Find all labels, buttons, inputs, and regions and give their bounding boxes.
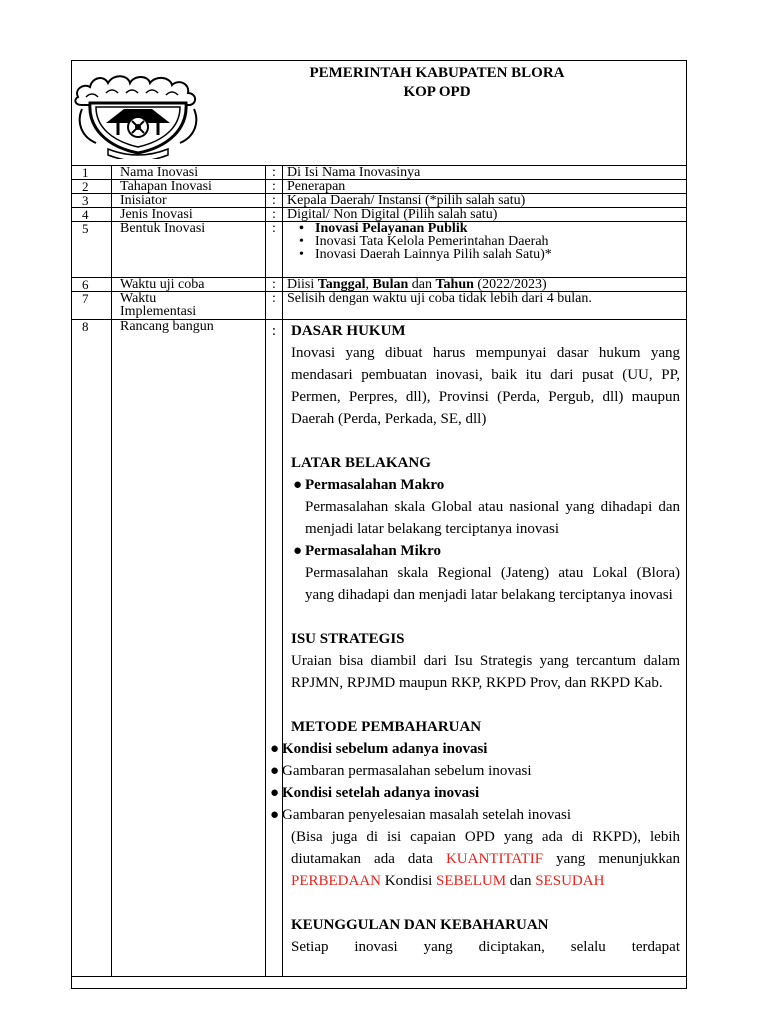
section-title: ISU STRATEGIS <box>291 631 405 647</box>
row-label: Nama Inovasi <box>112 166 266 180</box>
label-line: Waktu <box>120 291 157 306</box>
table-row <box>72 222 686 278</box>
row-label: Rancang bangun <box>112 320 266 977</box>
section-title: METODE PEMBAHARUAN <box>291 719 482 735</box>
row-separator: : <box>266 320 283 977</box>
row-value-waktu-uji-coba <box>283 278 687 292</box>
subsection-title: Permasalahan Mikro <box>305 543 441 559</box>
row-separator: : <box>266 166 283 180</box>
row-separator: : <box>266 180 283 194</box>
section-text: Uraian bisa diambil dari Isu Strategis yang tercantum dalam RPJMN, RPJMD maupun RKP, RKPD Prov, dan RKPD Kab. <box>291 653 680 691</box>
row-number: 4 <box>72 208 112 222</box>
list-item: • Inovasi Daerah Lainnya Pilih salah Satu)* <box>315 248 686 261</box>
row-value-nama-inovasi: Di Isi Nama Inovasinya <box>283 166 687 180</box>
row-separator: : <box>266 222 283 278</box>
list-item-text: Gambaran permasalahan sebelum inovasi <box>282 763 532 779</box>
section-title: KEUNGGULAN DAN KEBAHARUAN <box>291 917 549 933</box>
text-span: (2022/2023) <box>473 277 547 292</box>
row-label: Inisiator <box>112 194 266 208</box>
row-label: Waktu uji coba <box>112 278 266 292</box>
list-item: ● Kondisi setelah adanya inovasi <box>270 785 480 801</box>
list-item: • Inovasi Tata Kelola Pemerintahan Daerah <box>315 235 686 248</box>
table-row <box>72 292 686 320</box>
text-span: Bulan <box>372 277 409 292</box>
row-number: 7 <box>72 292 112 320</box>
row-separator: : <box>266 292 283 320</box>
rancang-bangun-content <box>270 320 687 977</box>
metode-note <box>291 826 680 892</box>
section-title: LATAR BELAKANG <box>291 455 431 471</box>
document-subtitle: KOP OPD <box>403 84 471 100</box>
highlight-text: SESUDAH <box>535 873 605 889</box>
document-page <box>71 60 687 989</box>
innovation-form-table <box>72 166 686 977</box>
list-item: • Inovasi Pelayanan Publik <box>315 222 686 235</box>
table-row <box>72 180 686 194</box>
document-title: PEMERINTAH KABUPATEN BLORA <box>309 65 565 81</box>
row-number: 6 <box>72 278 112 292</box>
text-span: Kondisi <box>381 873 437 889</box>
highlight-text: SEBELUM <box>436 873 507 889</box>
row-label: Bentuk Inovasi <box>112 222 266 278</box>
table-row <box>72 208 686 222</box>
table-row <box>72 166 686 180</box>
row-number: 3 <box>72 194 112 208</box>
text-span: dan <box>506 873 536 889</box>
text-span: (Bisa juga di isi capaian OPD yang ada di RKPD), lebih diutamakan ada data <box>291 829 680 867</box>
list-item-text: Gambaran penyelesaian masalah setelah inovasi <box>282 807 572 823</box>
list-item-text: Kondisi setelah adanya inovasi <box>282 785 480 801</box>
document-header <box>72 61 686 166</box>
row-label <box>112 292 266 320</box>
list-item: ● Kondisi sebelum adanya inovasi <box>270 741 488 757</box>
row-label: Tahapan Inovasi <box>112 180 266 194</box>
list-item: ● Permasalahan Mikro <box>293 543 441 559</box>
label-line: Implementasi <box>120 304 197 319</box>
row-number: 5 <box>72 222 112 278</box>
list-item: ● Gambaran permasalahan sebelum inovasi <box>270 763 532 779</box>
highlight-text: KUANTITATIF <box>445 851 544 867</box>
list-item: ● Gambaran penyelesaian masalah setelah inovasi <box>270 807 572 823</box>
row-separator: : <box>266 208 283 222</box>
text-span: Tahun <box>435 277 474 292</box>
row-label: Jenis Inovasi <box>112 208 266 222</box>
row-number: 8 <box>72 320 112 977</box>
section-text: Inovasi yang dibuat harus mempunyai dasar hukum yang mendasari pembuatan inovasi, baik itu dari pusat (UU, PP, Permen, Perpres, dll), Provinsi (Perda, Pergub, dll) maupun Daerah (Perda, Perkada, SE, dll) <box>291 345 680 427</box>
section-title: DASAR HUKUM <box>291 323 406 339</box>
row-number: 1 <box>72 166 112 180</box>
table-row <box>72 320 686 977</box>
row-value-jenis: Digital/ Non Digital (Pilih salah satu) <box>283 208 687 222</box>
text-span: yang menunjukkan <box>543 851 680 867</box>
section-text: Permasalahan skala Regional (Jateng) atau Lokal (Blora) yang dihadapi dan menjadi latar belakang terciptanya inovasi <box>305 565 680 603</box>
row-number: 2 <box>72 180 112 194</box>
row-value-waktu-implementasi: Selisih dengan waktu uji coba tidak lebih dari 4 bulan. <box>283 292 687 320</box>
rancang-bangun-body <box>270 320 686 958</box>
row-value-tahapan: Penerapan <box>283 180 687 194</box>
row-value-inisiator: Kepala Daerah/ Instansi (*pilih salah satu) <box>283 194 687 208</box>
table-row <box>72 278 686 292</box>
section-text: Setiap inovasi yang diciptakan, selalu terdapat <box>291 939 680 955</box>
list-item-text: Kondisi sebelum adanya inovasi <box>282 741 488 757</box>
text-span: Tanggal <box>317 277 366 292</box>
highlight-text: PERBEDAAN <box>291 873 382 889</box>
row-separator: : <box>266 194 283 208</box>
row-value-bentuk <box>283 222 687 278</box>
row-separator: : <box>266 278 283 292</box>
section-text: Permasalahan skala Global atau nasional yang dihadapi dan menjadi latar belakang terciptanya inovasi <box>305 499 680 537</box>
subsection-title: Permasalahan Makro <box>305 477 445 493</box>
blora-regency-emblem <box>72 63 204 159</box>
bentuk-options-list <box>287 222 686 261</box>
text-span: Diisi <box>287 277 318 292</box>
table-row <box>72 194 686 208</box>
text-span: dan <box>408 277 436 292</box>
list-item: ● Permasalahan Makro <box>293 477 445 493</box>
text-span: , <box>365 277 373 292</box>
